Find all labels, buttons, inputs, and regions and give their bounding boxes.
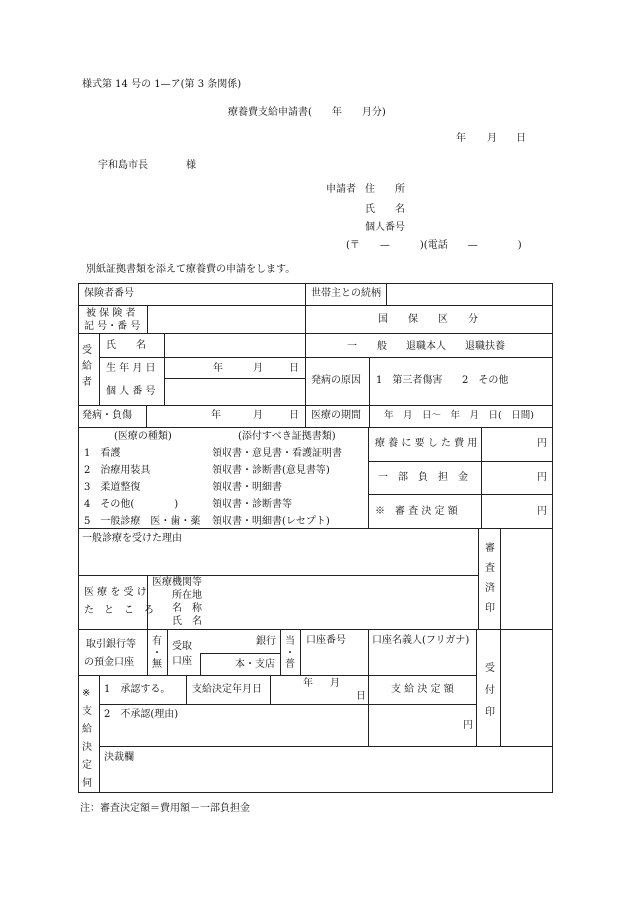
birthdate-year-label: 年 (213, 363, 223, 374)
recipient-name-field[interactable] (167, 335, 302, 355)
receipt-stamp-char-2: 付 (485, 685, 495, 696)
onset-date-field[interactable] (150, 407, 302, 425)
required-docs-text: 領収書・明細書(レセプト) (212, 516, 330, 527)
general-treatment-reason-label: 一般診療を受けた理由 (82, 533, 182, 544)
decision-label-char-4: 決 (82, 742, 92, 753)
decision-date-field[interactable] (273, 677, 365, 702)
general-treatment-reason-field[interactable] (82, 548, 474, 572)
treatment-type-option[interactable]: 5 一般診療 医・歯・薬 (84, 516, 201, 527)
birthdate-field[interactable] (167, 359, 302, 377)
birthdate-label: 生 年 月 日 (106, 363, 156, 374)
intro-statement: 別紙証拠書類を添えて療養費の申請をします。 (86, 264, 296, 275)
facility-label-line1: 医 療 を 受 け (84, 587, 147, 598)
required-docs-header: (添付すべき証拠書類) (238, 431, 336, 442)
treatment-type-option[interactable]: 4 その他( ) (84, 499, 179, 510)
deposit-type-char-3[interactable]: 普 (285, 659, 295, 670)
category-dependent-option[interactable]: 退職扶養 (465, 341, 505, 352)
addressee: 宇和島市長 (98, 160, 148, 171)
copayment-label: 一 部 負 担 金 (378, 472, 468, 483)
required-docs-text: 領収書・診断書(意見書等) (212, 465, 330, 476)
medical-cost-yen: 円 (537, 438, 547, 449)
cause-other-option[interactable]: 2 その他 (462, 375, 509, 386)
recipient-label-char-3: 者 (82, 377, 92, 388)
treatment-type-header: (医療の種類) (114, 431, 172, 442)
institution-details-field[interactable] (210, 588, 474, 626)
approve-option[interactable]: 1 承認する。 (104, 684, 171, 695)
institution-address-label: 所在地 (172, 590, 202, 601)
receipt-stamp-char-3: 印 (485, 707, 495, 718)
date-year-label: 年 (456, 133, 466, 144)
insurer-number-label: 保険者番号 (84, 288, 134, 299)
onset-year-label: 年 (211, 410, 221, 421)
recipient-personal-number-field[interactable] (167, 380, 302, 403)
insurance-category-header: 国 保 区 分 (378, 314, 478, 325)
applicant-personal-number-field[interactable] (412, 219, 572, 235)
account-holder-field[interactable] (371, 650, 473, 672)
required-docs-text: 領収書・意見書・看護証明書 (212, 448, 342, 459)
decision-day-label: 日 (356, 691, 366, 702)
receiving-account-label-line1: 受取 (172, 641, 192, 652)
applicant-address-field[interactable] (412, 181, 572, 197)
recipient-label-char-1: 受 (82, 345, 92, 356)
treatment-period-label: 医療の期間 (311, 410, 361, 421)
addressee-honorific: 様 (186, 160, 196, 171)
approved-amount-label: ※ 審 査 決 定 額 (375, 506, 458, 517)
decision-label-char-2: 支 (82, 706, 92, 717)
birthdate-day-label: 日 (289, 363, 299, 374)
applicant-name-field[interactable] (412, 201, 572, 217)
approval-section-label: 決裁欄 (104, 752, 134, 763)
bank-label-line1: 取引銀行等 (86, 639, 136, 650)
cause-label: 発病の原因 (311, 375, 361, 386)
account-number-field[interactable] (303, 650, 365, 672)
insured-number-field[interactable] (150, 307, 302, 331)
category-retiree-option[interactable]: 退職本人 (406, 341, 446, 352)
onset-month-label: 月 (253, 410, 263, 421)
facility-label-line2: た と こ ろ (84, 605, 154, 616)
account-presence-char-1[interactable]: 有 (152, 636, 162, 647)
decision-label-char-5: 定 (82, 760, 92, 771)
applicant-name-label: 氏 名 (365, 204, 405, 215)
approved-amount-yen: 円 (537, 506, 547, 517)
payment-amount-yen: 円 (463, 720, 473, 731)
branch-name-field[interactable] (203, 656, 233, 673)
decision-month-label: 月 (330, 678, 340, 689)
treatment-period-field[interactable]: 年 月 日～ 年 月 日( 日間) (384, 410, 534, 421)
bank-name-field[interactable] (204, 632, 254, 650)
applicant-label: 申請者 (326, 184, 356, 195)
required-docs-text: 領収書・明細書 (212, 482, 282, 493)
applicant-personal-number-label: 個人番号 (365, 222, 405, 233)
account-holder-label: 口座名義人(フリガナ) (372, 635, 470, 646)
form-title: 療養費支給申請書( 年 月分) (228, 107, 386, 118)
recipient-name-label: 氏 名 (106, 340, 146, 351)
reviewed-stamp-char-3: 済 (485, 583, 495, 594)
reviewed-stamp-box[interactable] (503, 531, 549, 626)
treatment-type-option[interactable]: 3 柔道整復 (84, 482, 141, 493)
category-general-option[interactable]: 一 般 (347, 341, 387, 352)
reject-reason-field[interactable] (104, 722, 364, 744)
bank-suffix-label: 銀行 (256, 636, 276, 647)
branch-suffix-label: 本・支店 (235, 659, 275, 670)
account-number-label: 口座番号 (306, 635, 346, 646)
decision-label-char-6: 伺 (82, 778, 92, 789)
payment-amount-label: 支 給 決 定 額 (391, 684, 454, 695)
decision-label-char-1: ※ (82, 688, 91, 699)
copayment-yen: 円 (537, 472, 547, 483)
account-presence-char-2: ・ (152, 648, 162, 659)
deposit-type-char-1[interactable]: 当 (285, 636, 295, 647)
insured-label-line1: 被 保 険 者 (86, 308, 136, 319)
recipient-personal-number-label: 個 人 番 号 (106, 386, 156, 397)
bank-label-line2: の預金口座 (84, 657, 134, 668)
date-day-label: 日 (516, 133, 526, 144)
decision-year-label: 年 (303, 678, 313, 689)
treatment-type-option[interactable]: 2 治療用装具 (84, 465, 151, 476)
footer-note: 注：審査決定額＝費用額－一部負担金 (80, 803, 250, 814)
reject-option[interactable]: 2 不承認(理由) (104, 709, 179, 720)
receiving-account-label-line2: 口座 (172, 656, 192, 667)
cause-third-party-option[interactable]: 1 第三者傷害 (376, 375, 443, 386)
treatment-type-option[interactable]: 1 看護 (84, 448, 121, 459)
birthdate-month-label: 月 (253, 363, 263, 374)
applicant-address-label: 住 所 (365, 184, 405, 195)
household-relation-field[interactable] (390, 285, 548, 303)
institution-name-label: 名 称 (172, 603, 202, 614)
receipt-stamp-char-1: 受 (485, 663, 495, 674)
reviewed-stamp-char-1: 審 (485, 543, 495, 554)
institution-person-label: 氏 名 (172, 616, 202, 627)
reviewed-stamp-char-4: 印 (485, 603, 495, 614)
form-number: 様式第 14 号の 1—ア(第 3 条関係) (82, 79, 242, 90)
decision-label-char-3: 給 (82, 724, 92, 735)
insurer-number-field[interactable] (160, 285, 300, 303)
recipient-label-char-2: 給 (82, 361, 92, 372)
required-docs-text: 領収書・診断書等 (212, 499, 292, 510)
deposit-type-char-2: ・ (285, 648, 295, 659)
decision-date-label: 支給決定年月日 (192, 684, 262, 695)
reviewed-stamp-char-2: 査 (485, 563, 495, 574)
approval-section-field[interactable] (104, 766, 548, 790)
date-month-label: 月 (487, 133, 497, 144)
household-relation-label: 世帯主との続柄 (311, 288, 381, 299)
account-presence-char-3[interactable]: 無 (152, 659, 162, 670)
onset-label: 発病・負傷 (82, 410, 132, 421)
institution-header: 医療機関等 (152, 577, 202, 588)
receipt-stamp-box[interactable] (503, 632, 549, 743)
medical-cost-label: 療 養 に 要 し た 費 用 (375, 438, 478, 449)
insured-label-line2: 記 号・番 号 (84, 321, 141, 332)
applicant-contact-line: (〒 — )(電話 — ) (346, 240, 522, 251)
onset-day-label: 日 (289, 410, 299, 421)
payment-amount-field[interactable] (371, 707, 473, 744)
